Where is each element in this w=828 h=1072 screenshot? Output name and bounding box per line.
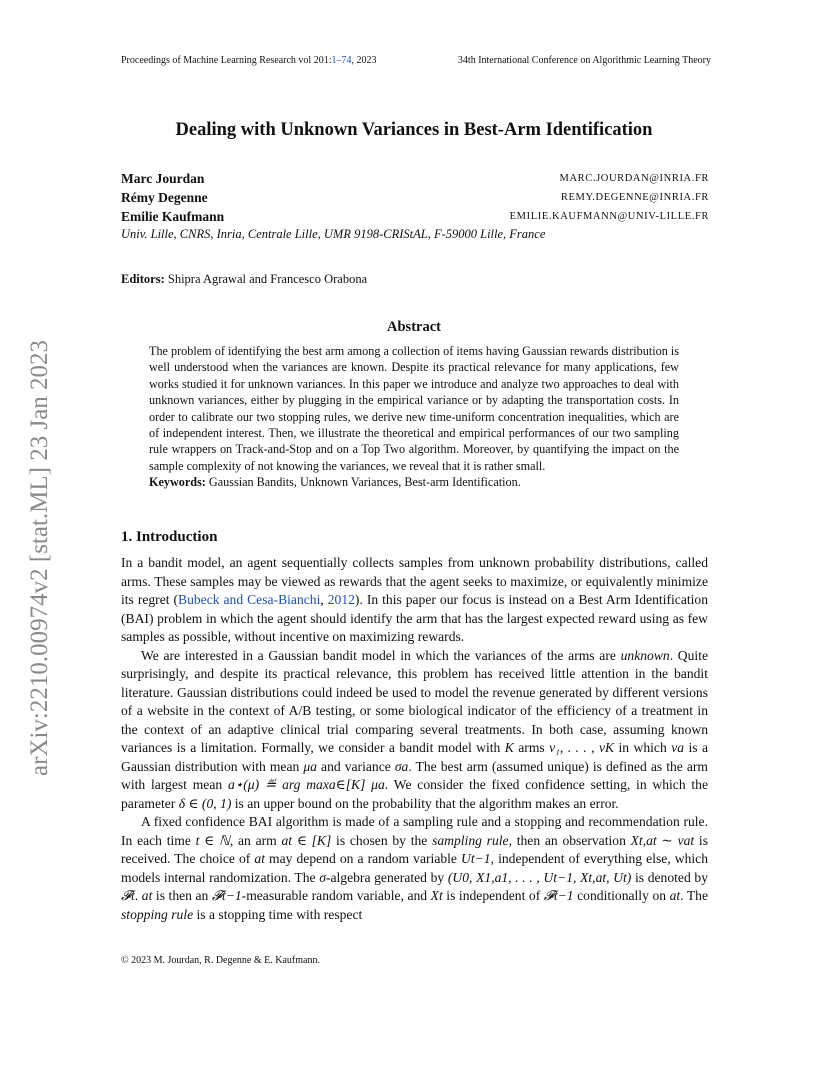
text-run: is received. The choice of bbox=[121, 832, 709, 866]
math: μa bbox=[303, 758, 317, 774]
math: σ bbox=[319, 869, 326, 885]
text-run: is chosen by the bbox=[331, 832, 433, 848]
text-run: and variance bbox=[316, 758, 395, 774]
math: σa bbox=[394, 758, 409, 774]
paper-title: Dealing with Unknown Variances in Best-Arm Identification bbox=[175, 120, 653, 140]
text-run: ). In this paper our focus is instead on a Best Arm Identification (BAI) problem in which the agent should identify the arm that has the largest expected reward using as few samples as possible, without incentive on maximizing rewards. bbox=[121, 592, 708, 644]
editors-label: Editors: bbox=[121, 272, 165, 286]
math: 𝓕t bbox=[121, 888, 135, 903]
abstract-heading: Abstract bbox=[387, 319, 441, 335]
text-run: is denoted by bbox=[631, 869, 708, 885]
math: δ ∈ (0, 1) bbox=[178, 795, 232, 811]
text-run: We are interested in a Gaussian bandit model in which the variances of the arms are bbox=[141, 647, 621, 663]
text-run: . bbox=[134, 888, 142, 903]
keywords-label: Keywords: bbox=[149, 475, 206, 490]
math: 𝓕t−1 bbox=[211, 888, 242, 903]
paragraph bbox=[121, 647, 708, 814]
text-run: arms bbox=[513, 740, 550, 755]
text-run: is an upper bound on the probability that the algorithm makes an error. bbox=[231, 795, 619, 811]
author-row bbox=[121, 209, 709, 228]
text-run: -measurable random variable, and bbox=[241, 888, 431, 903]
text-run: . The best arm (assumed unique) is defined as the arm with largest mean bbox=[121, 758, 708, 792]
math: at bbox=[669, 888, 681, 903]
math: Ut−1 bbox=[461, 851, 491, 866]
author-name: Rémy Degenne bbox=[121, 190, 208, 205]
text-run: in which bbox=[614, 740, 672, 755]
math: t ∈ ℕ bbox=[195, 832, 230, 848]
citation-year-link[interactable]: 2012 bbox=[327, 592, 355, 607]
text-run: is independent of bbox=[442, 888, 544, 903]
author-email: REMY.DEGENNE@INRIA.FR bbox=[560, 192, 709, 203]
math: 𝓕t−1 bbox=[543, 888, 574, 903]
math: (U0, X1,a1, . . . , Ut−1, Xt,at, Ut) bbox=[447, 869, 632, 885]
text-run: conditionally on bbox=[573, 888, 670, 903]
emphasis: stopping rule bbox=[121, 906, 194, 922]
math: Xt,at ∼ νat bbox=[630, 832, 695, 848]
venue-prefix: Proceedings of Machine Learning Research vol 201: bbox=[121, 55, 332, 66]
editors-names: Shipra Agrawal and Francesco Orabona bbox=[164, 272, 368, 286]
copyright-footer: © 2023 M. Jourdan, R. Degenne & E. Kaufmann. bbox=[121, 955, 320, 966]
author-email: MARC.JOURDAN@INRIA.FR bbox=[559, 173, 709, 184]
author-name: Marc Jourdan bbox=[121, 171, 205, 186]
section-heading: 1. Introduction bbox=[121, 529, 218, 545]
math: at ∈ [K] bbox=[281, 832, 332, 848]
text-run: is then an bbox=[152, 888, 212, 903]
running-header bbox=[121, 55, 711, 71]
author-row bbox=[121, 190, 709, 209]
text-run: -algebra generated by bbox=[325, 869, 448, 885]
math: K bbox=[504, 740, 514, 755]
abstract-text: The problem of identifying the best arm among a collection of items having Gaussian rewards distribution is well understood when the variances are known. Despite its practical relevance for many applications, few works studied it for unknown variances. In this paper we introduce and analyze two approaches to deal with unknown variances, either by plugging in the empirical variance or by adapting the transportation costs. In order to calibrate our two stopping rules, we derive new time-uniform concentration inequalities, which are of independent interest. Then, we illustrate the theoretical and empirical performances of our two sampling rule wrappers on Track-and-Stop and on a Top Two algorithm. Moreover, by quantifying the impact on the sample complexity of not knowing the variances, we reveal that it is rather small. bbox=[149, 344, 679, 473]
text-run: is a stopping time with respect bbox=[193, 906, 363, 922]
math: at bbox=[141, 888, 153, 903]
author-block bbox=[121, 171, 709, 228]
affiliation: Univ. Lille, CNRS, Inria, Centrale Lille, UMR 9198-CRIStAL, F-59000 Lille, France bbox=[121, 227, 546, 241]
math: Xt bbox=[430, 888, 443, 903]
keywords-line bbox=[149, 474, 679, 490]
author-name: Emilie Kaufmann bbox=[121, 209, 225, 224]
page-range-link[interactable]: 1–74 bbox=[331, 55, 352, 66]
text-run: , then an observation bbox=[508, 832, 631, 848]
text-run: A fixed confidence BAI algorithm is made of a sampling rule and a stopping and recommendation rule. In each time bbox=[121, 814, 708, 848]
keywords-text: Gaussian Bandits, Unknown Variances, Best-arm Identification. bbox=[205, 475, 521, 490]
text-run: , independent of everything else, which models internal randomization. The bbox=[121, 851, 708, 885]
emphasis: unknown bbox=[620, 647, 670, 663]
text-run: , an arm bbox=[229, 832, 282, 848]
section-body bbox=[121, 554, 708, 924]
author-email: EMILIE.KAUFMANN@UNIV-LILLE.FR bbox=[509, 211, 709, 222]
paragraph bbox=[121, 813, 708, 924]
emphasis: sampling rule bbox=[432, 832, 509, 848]
citation-link[interactable]: Bubeck and Cesa-Bianchi bbox=[178, 592, 321, 607]
text-run: is a Gaussian distribution with mean bbox=[121, 740, 708, 774]
abstract-body bbox=[149, 343, 679, 491]
text-run: may depend on a random variable bbox=[264, 851, 462, 866]
arxiv-stamp: arXiv:2210.00974v2 [stat.ML] 23 Jan 2023 bbox=[26, 339, 53, 776]
text-run: . The bbox=[680, 888, 709, 903]
venue-citation bbox=[121, 55, 377, 66]
text-run: . We consider the fixed confidence setting, in which the parameter bbox=[121, 777, 709, 811]
math: νa bbox=[671, 740, 685, 755]
math: at bbox=[254, 851, 265, 866]
paragraph bbox=[121, 554, 708, 647]
text-run: , bbox=[320, 592, 328, 607]
editors-line bbox=[121, 272, 367, 287]
text-run: . Quite surprisingly, and despite its practical relevance, this problem has received little attention in the bandit literature. Gaussian distributions could indeed be used to model the revenue generated by different versions of a website in the context of A/B testing, or some biological indicator of the efficiency of a treatment in the context of an adaptive clinical trial comparing several treatments. In both case, assuming known variances is a limitation. Formally, we consider a bandit model with bbox=[121, 647, 709, 755]
author-row bbox=[121, 171, 709, 190]
math: a⋆(μ) ≝ arg maxa∈[K] μa bbox=[227, 777, 385, 792]
text-run: In a bandit model, an agent sequentially collects samples from unknown probability distributions, called arms. These samples may be viewed as rewards that the agent seeks to maximize, or equivalently minimize its regret ( bbox=[121, 555, 708, 607]
math: ν₁, . . . , νK bbox=[549, 740, 615, 755]
venue-year: , 2023 bbox=[351, 55, 377, 66]
conference-name: 34th International Conference on Algorithmic Learning Theory bbox=[457, 55, 711, 66]
